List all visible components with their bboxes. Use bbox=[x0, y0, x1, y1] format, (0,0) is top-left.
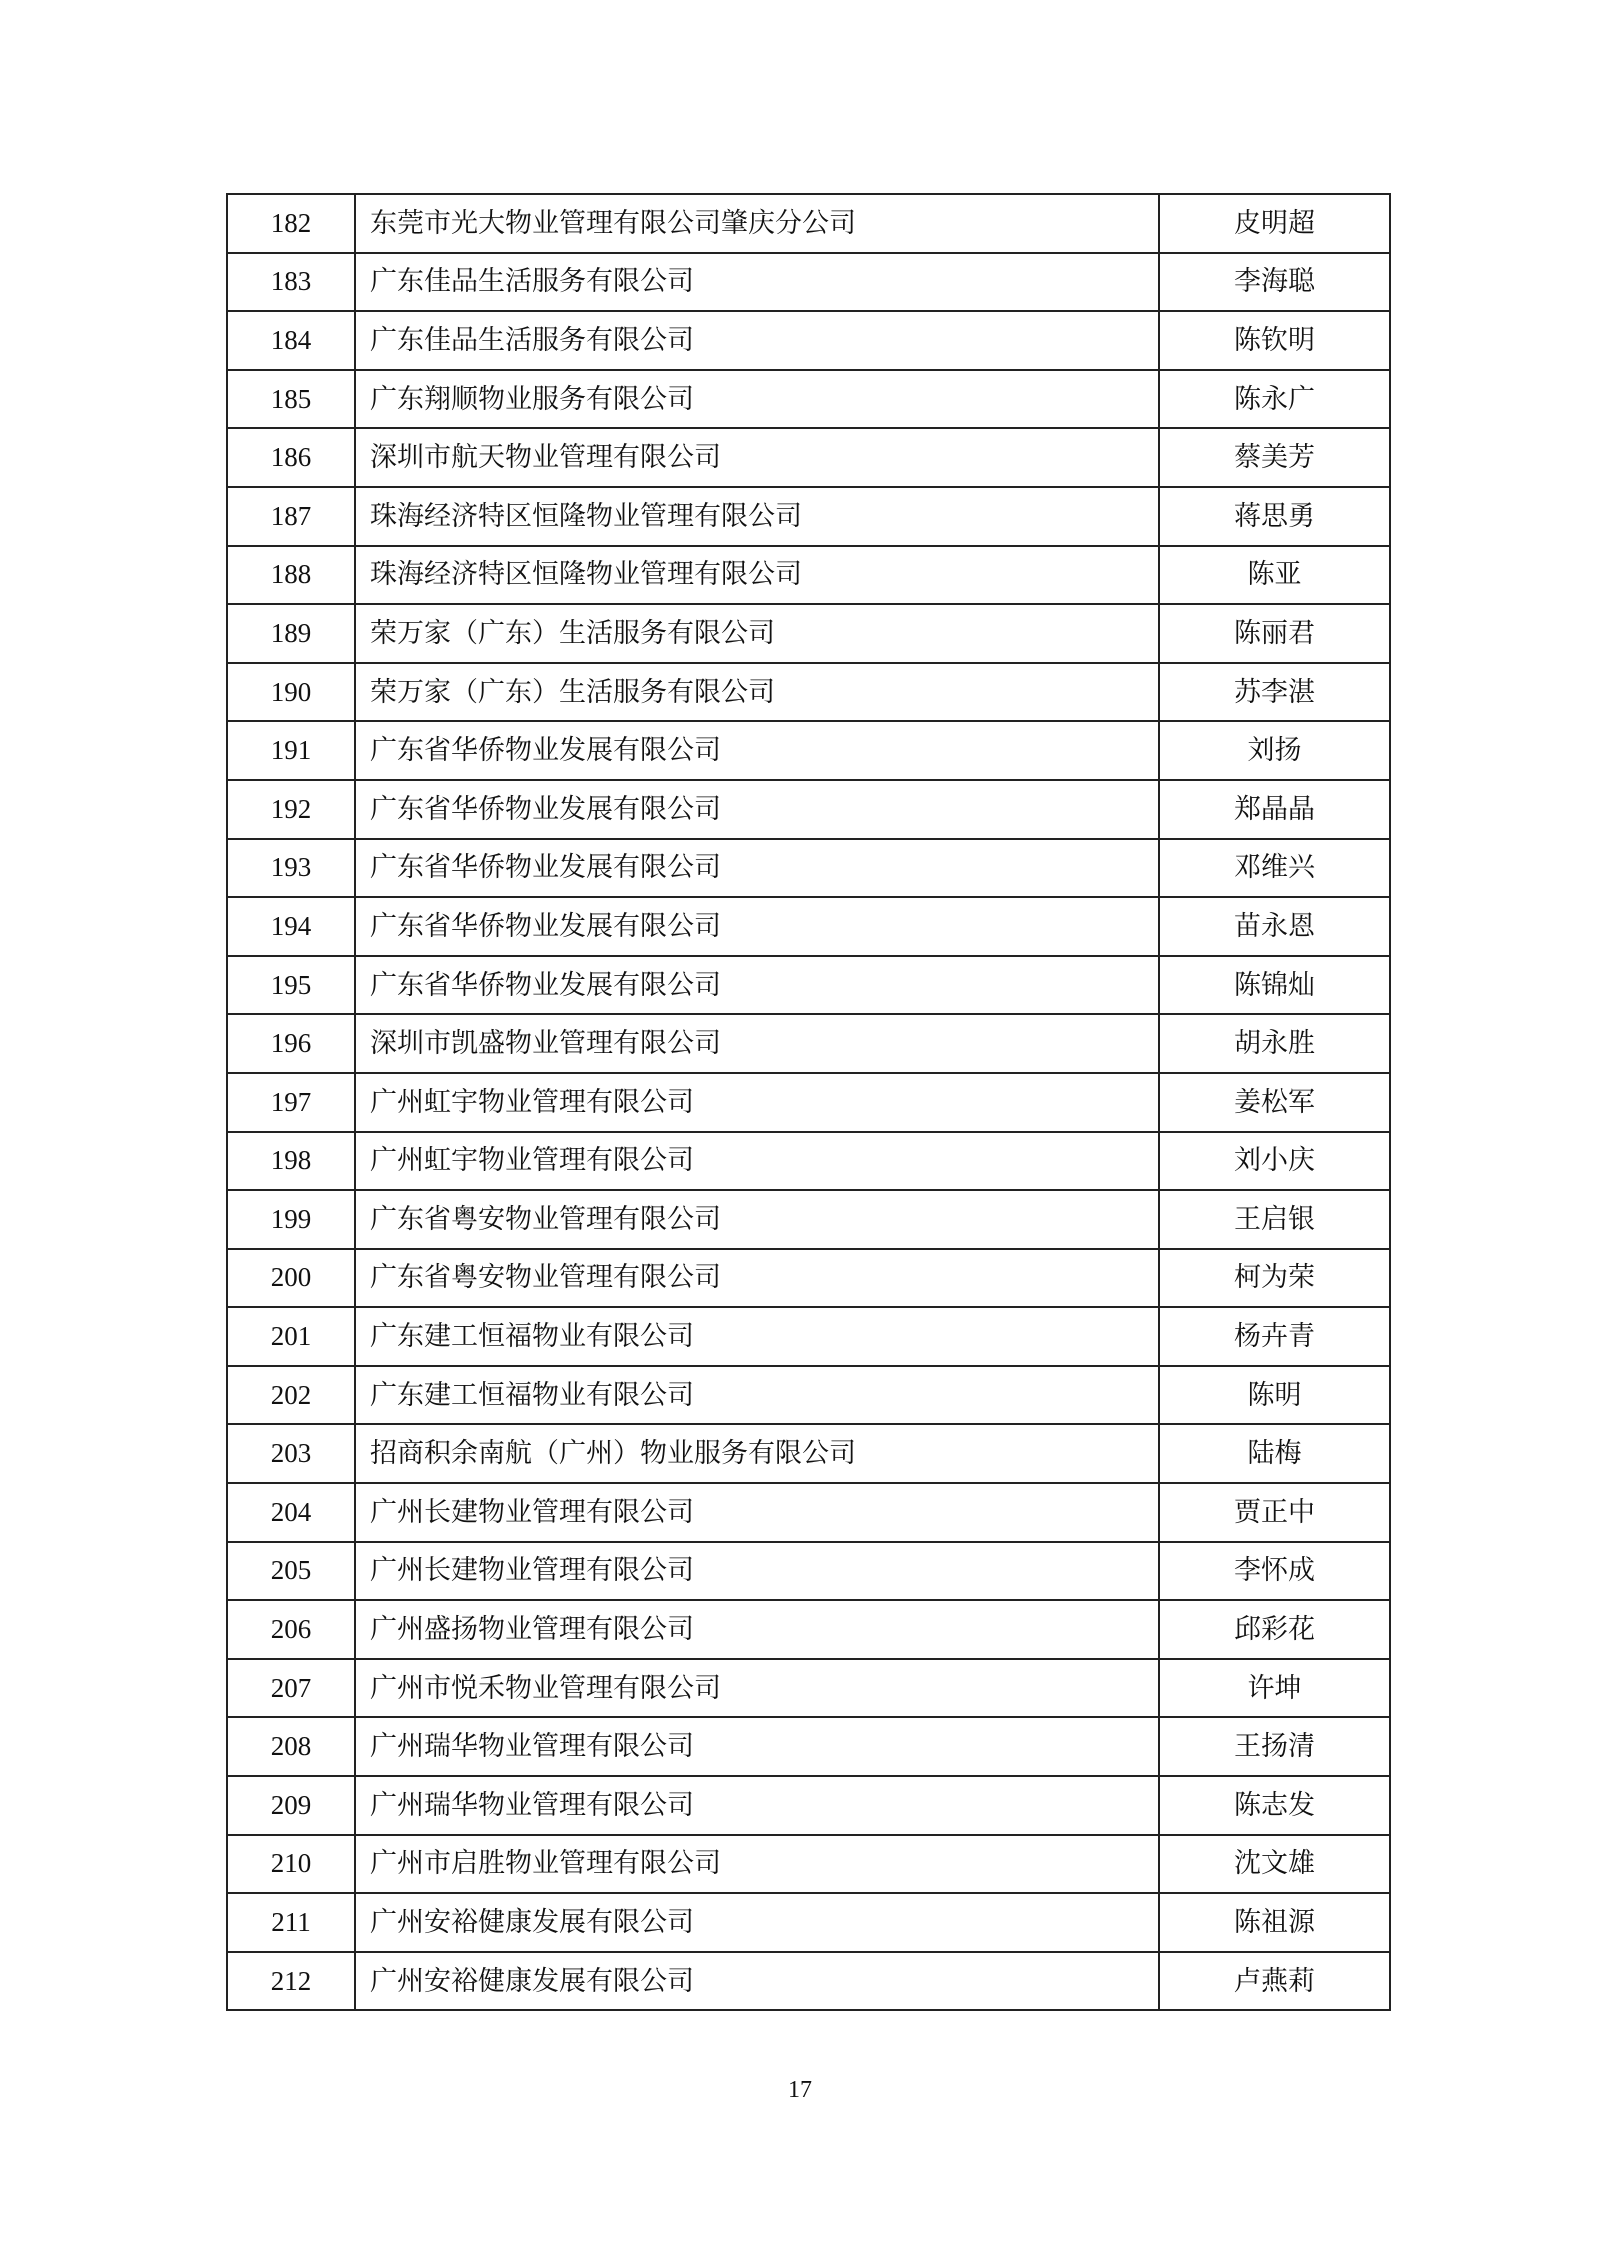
table-row bbox=[227, 839, 1390, 898]
row-number-cell: 212 bbox=[227, 1952, 355, 2011]
table-row bbox=[227, 1600, 1390, 1659]
row-number-cell: 211 bbox=[227, 1893, 355, 1952]
company-cell: 广州安裕健康发展有限公司 bbox=[355, 1893, 1159, 1952]
table-row bbox=[227, 1893, 1390, 1952]
person-name-cell: 陈丽君 bbox=[1159, 604, 1390, 663]
roster-table-body bbox=[227, 194, 1390, 2010]
company-cell: 广东省华侨物业发展有限公司 bbox=[355, 839, 1159, 898]
table-row bbox=[227, 1776, 1390, 1835]
table-row bbox=[227, 1717, 1390, 1776]
person-name-cell: 蒋思勇 bbox=[1159, 487, 1390, 546]
table-row bbox=[227, 1835, 1390, 1894]
person-name-cell: 刘小庆 bbox=[1159, 1132, 1390, 1191]
person-name-cell: 李海聪 bbox=[1159, 253, 1390, 312]
row-number-cell: 205 bbox=[227, 1542, 355, 1601]
company-cell: 招商积余南航（广州）物业服务有限公司 bbox=[355, 1424, 1159, 1483]
company-cell: 深圳市航天物业管理有限公司 bbox=[355, 428, 1159, 487]
row-number-cell: 190 bbox=[227, 663, 355, 722]
row-number-cell: 194 bbox=[227, 897, 355, 956]
company-cell: 广州瑞华物业管理有限公司 bbox=[355, 1717, 1159, 1776]
row-number-cell: 197 bbox=[227, 1073, 355, 1132]
table-row bbox=[227, 546, 1390, 605]
person-name-cell: 王扬清 bbox=[1159, 1717, 1390, 1776]
company-cell: 广东翔顺物业服务有限公司 bbox=[355, 370, 1159, 429]
row-number-cell: 191 bbox=[227, 721, 355, 780]
person-name-cell: 卢燕莉 bbox=[1159, 1952, 1390, 2011]
company-cell: 广东佳品生活服务有限公司 bbox=[355, 253, 1159, 312]
table-row bbox=[227, 1366, 1390, 1425]
row-number-cell: 201 bbox=[227, 1307, 355, 1366]
row-number-cell: 186 bbox=[227, 428, 355, 487]
company-cell: 广州市悦禾物业管理有限公司 bbox=[355, 1659, 1159, 1718]
roster-table bbox=[226, 193, 1391, 2011]
company-cell: 广东建工恒福物业有限公司 bbox=[355, 1366, 1159, 1425]
company-cell: 东莞市光大物业管理有限公司肇庆分公司 bbox=[355, 194, 1159, 253]
table-row bbox=[227, 1659, 1390, 1718]
row-number-cell: 187 bbox=[227, 487, 355, 546]
table-row bbox=[227, 897, 1390, 956]
company-cell: 荣万家（广东）生活服务有限公司 bbox=[355, 604, 1159, 663]
person-name-cell: 苏李湛 bbox=[1159, 663, 1390, 722]
person-name-cell: 陈钦明 bbox=[1159, 311, 1390, 370]
row-number-cell: 192 bbox=[227, 780, 355, 839]
row-number-cell: 198 bbox=[227, 1132, 355, 1191]
person-name-cell: 陈亚 bbox=[1159, 546, 1390, 605]
person-name-cell: 蔡美芳 bbox=[1159, 428, 1390, 487]
company-cell: 广东省华侨物业发展有限公司 bbox=[355, 780, 1159, 839]
table-row bbox=[227, 780, 1390, 839]
row-number-cell: 207 bbox=[227, 1659, 355, 1718]
company-cell: 广州虹宇物业管理有限公司 bbox=[355, 1073, 1159, 1132]
person-name-cell: 陈锦灿 bbox=[1159, 956, 1390, 1015]
company-cell: 广东省华侨物业发展有限公司 bbox=[355, 956, 1159, 1015]
person-name-cell: 郑晶晶 bbox=[1159, 780, 1390, 839]
company-cell: 珠海经济特区恒隆物业管理有限公司 bbox=[355, 546, 1159, 605]
person-name-cell: 苗永恩 bbox=[1159, 897, 1390, 956]
company-cell: 广东省粤安物业管理有限公司 bbox=[355, 1249, 1159, 1308]
person-name-cell: 邱彩花 bbox=[1159, 1600, 1390, 1659]
row-number-cell: 193 bbox=[227, 839, 355, 898]
company-cell: 深圳市凯盛物业管理有限公司 bbox=[355, 1014, 1159, 1073]
table-row bbox=[227, 428, 1390, 487]
table-row bbox=[227, 663, 1390, 722]
person-name-cell: 姜松军 bbox=[1159, 1073, 1390, 1132]
table-row bbox=[227, 1424, 1390, 1483]
company-cell: 珠海经济特区恒隆物业管理有限公司 bbox=[355, 487, 1159, 546]
company-cell: 荣万家（广东）生活服务有限公司 bbox=[355, 663, 1159, 722]
table-row bbox=[227, 1542, 1390, 1601]
table-row bbox=[227, 1483, 1390, 1542]
person-name-cell: 陈明 bbox=[1159, 1366, 1390, 1425]
table-row bbox=[227, 253, 1390, 312]
company-cell: 广东省粤安物业管理有限公司 bbox=[355, 1190, 1159, 1249]
person-name-cell: 陈志发 bbox=[1159, 1776, 1390, 1835]
company-cell: 广州安裕健康发展有限公司 bbox=[355, 1952, 1159, 2011]
company-cell: 广州市启胜物业管理有限公司 bbox=[355, 1835, 1159, 1894]
person-name-cell: 贾正中 bbox=[1159, 1483, 1390, 1542]
table-row bbox=[227, 1073, 1390, 1132]
person-name-cell: 邓维兴 bbox=[1159, 839, 1390, 898]
row-number-cell: 200 bbox=[227, 1249, 355, 1308]
row-number-cell: 189 bbox=[227, 604, 355, 663]
table-row bbox=[227, 311, 1390, 370]
row-number-cell: 199 bbox=[227, 1190, 355, 1249]
person-name-cell: 杨卉青 bbox=[1159, 1307, 1390, 1366]
row-number-cell: 202 bbox=[227, 1366, 355, 1425]
row-number-cell: 195 bbox=[227, 956, 355, 1015]
row-number-cell: 185 bbox=[227, 370, 355, 429]
table-row bbox=[227, 1307, 1390, 1366]
person-name-cell: 李怀成 bbox=[1159, 1542, 1390, 1601]
table-row bbox=[227, 370, 1390, 429]
table-row bbox=[227, 1249, 1390, 1308]
row-number-cell: 203 bbox=[227, 1424, 355, 1483]
company-cell: 广州瑞华物业管理有限公司 bbox=[355, 1776, 1159, 1835]
person-name-cell: 柯为荣 bbox=[1159, 1249, 1390, 1308]
table-row bbox=[227, 1014, 1390, 1073]
row-number-cell: 182 bbox=[227, 194, 355, 253]
person-name-cell: 皮明超 bbox=[1159, 194, 1390, 253]
row-number-cell: 184 bbox=[227, 311, 355, 370]
company-cell: 广州长建物业管理有限公司 bbox=[355, 1542, 1159, 1601]
row-number-cell: 206 bbox=[227, 1600, 355, 1659]
person-name-cell: 陆梅 bbox=[1159, 1424, 1390, 1483]
table-row bbox=[227, 1132, 1390, 1191]
row-number-cell: 204 bbox=[227, 1483, 355, 1542]
row-number-cell: 210 bbox=[227, 1835, 355, 1894]
company-cell: 广州盛扬物业管理有限公司 bbox=[355, 1600, 1159, 1659]
page-number: 17 bbox=[788, 2077, 812, 2103]
person-name-cell: 胡永胜 bbox=[1159, 1014, 1390, 1073]
table-row bbox=[227, 1190, 1390, 1249]
company-cell: 广东省华侨物业发展有限公司 bbox=[355, 897, 1159, 956]
person-name-cell: 许坤 bbox=[1159, 1659, 1390, 1718]
company-cell: 广东佳品生活服务有限公司 bbox=[355, 311, 1159, 370]
table-row bbox=[227, 604, 1390, 663]
person-name-cell: 王启银 bbox=[1159, 1190, 1390, 1249]
table-row bbox=[227, 956, 1390, 1015]
row-number-cell: 183 bbox=[227, 253, 355, 312]
person-name-cell: 陈永广 bbox=[1159, 370, 1390, 429]
table-row bbox=[227, 487, 1390, 546]
table-row bbox=[227, 1952, 1390, 2011]
company-cell: 广东建工恒福物业有限公司 bbox=[355, 1307, 1159, 1366]
person-name-cell: 陈祖源 bbox=[1159, 1893, 1390, 1952]
table-row bbox=[227, 194, 1390, 253]
company-cell: 广东省华侨物业发展有限公司 bbox=[355, 721, 1159, 780]
row-number-cell: 196 bbox=[227, 1014, 355, 1073]
row-number-cell: 208 bbox=[227, 1717, 355, 1776]
person-name-cell: 沈文雄 bbox=[1159, 1835, 1390, 1894]
company-cell: 广州虹宇物业管理有限公司 bbox=[355, 1132, 1159, 1191]
row-number-cell: 209 bbox=[227, 1776, 355, 1835]
company-cell: 广州长建物业管理有限公司 bbox=[355, 1483, 1159, 1542]
table-row bbox=[227, 721, 1390, 780]
row-number-cell: 188 bbox=[227, 546, 355, 605]
person-name-cell: 刘扬 bbox=[1159, 721, 1390, 780]
